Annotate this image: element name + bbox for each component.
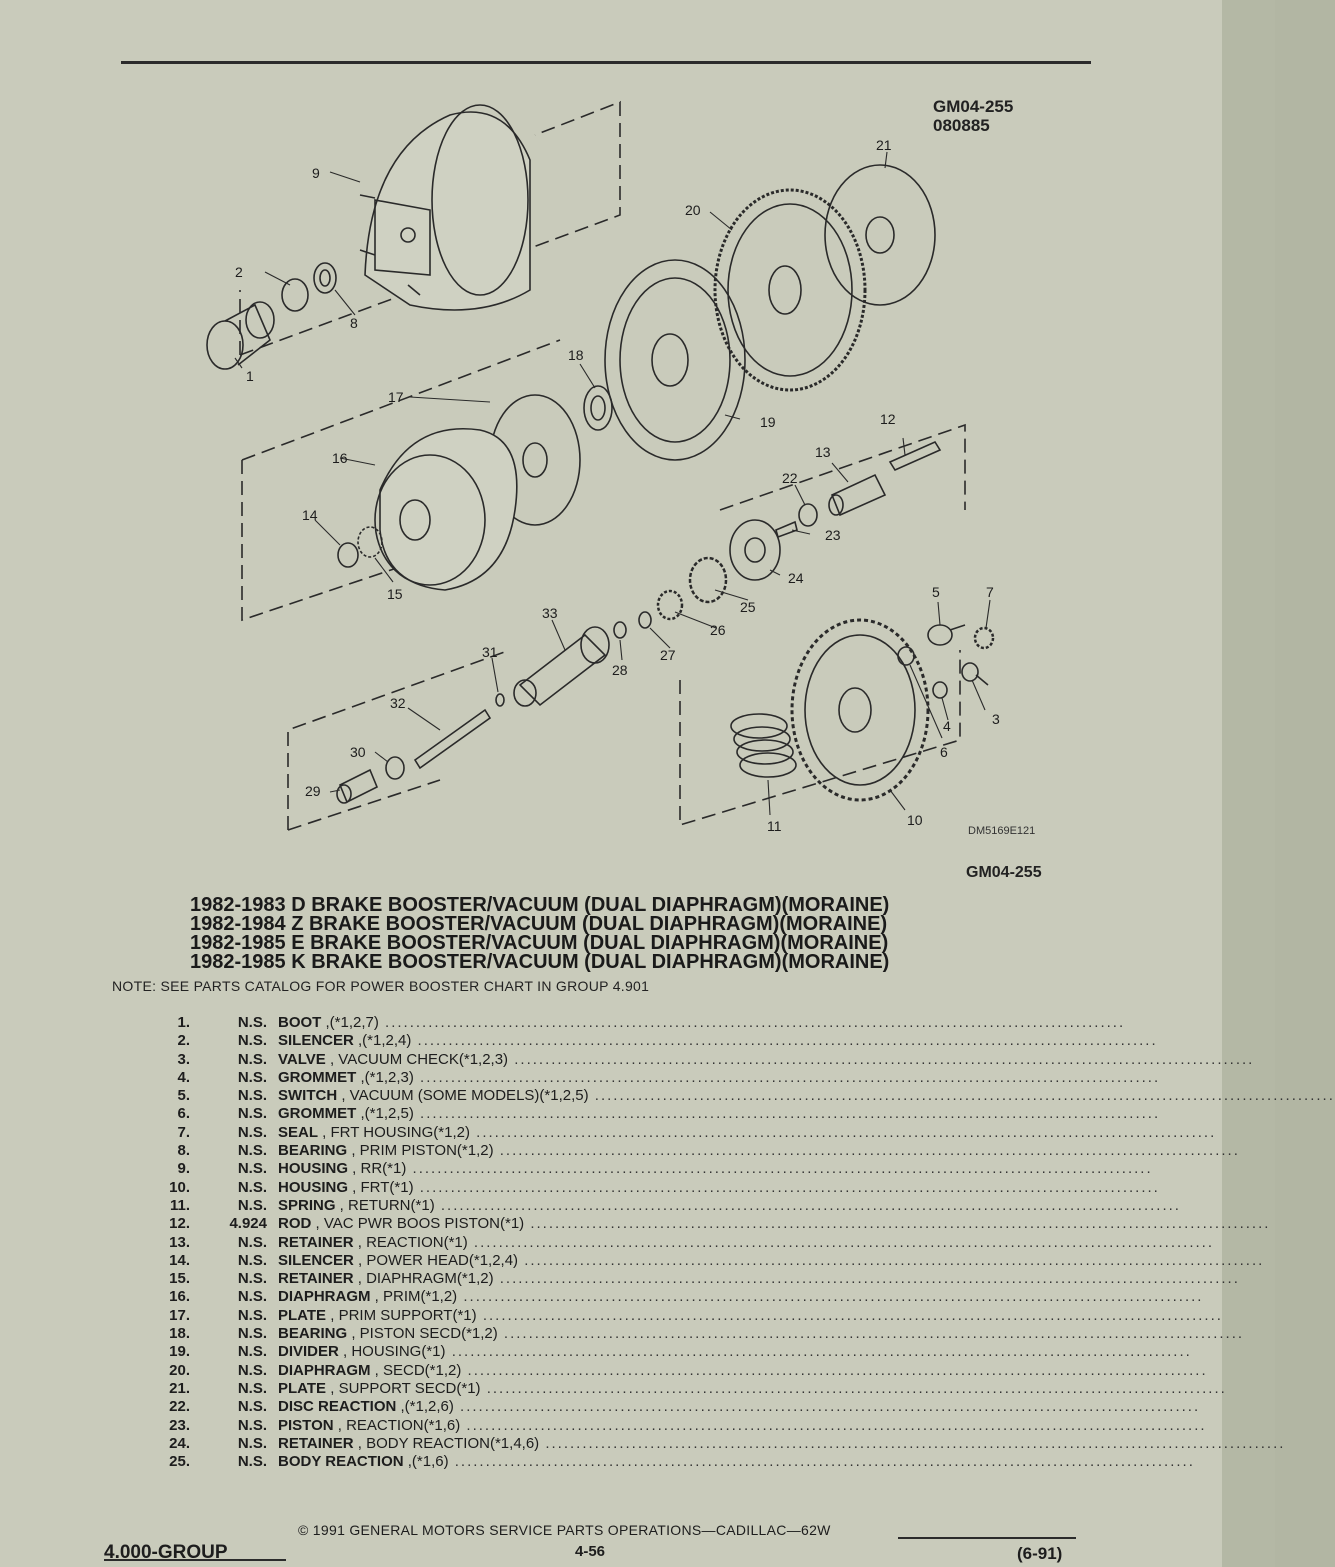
callout-33: 33: [542, 605, 558, 621]
part-group: N.S.: [237, 1233, 267, 1251]
part-row: [150, 1270, 1240, 1288]
lower-left-outline: [288, 650, 510, 830]
part-number: 24.: [169, 1434, 190, 1452]
part-detail: , BODY REACTION(*1,4,6): [353, 1434, 540, 1452]
part-description: [278, 1325, 1245, 1343]
part-group: N.S.: [237, 1178, 267, 1196]
part-number: 13.: [169, 1233, 190, 1251]
part-number: 25.: [169, 1453, 190, 1471]
model-title: 1982-1985 K BRAKE BOOSTER/VACUUM (DUAL DIAPHRAGM)(MORAINE): [190, 951, 890, 973]
part-description: [278, 1032, 1158, 1050]
part-row: [150, 1361, 1208, 1380]
model-titles: [190, 896, 889, 972]
part-detail: , VACUUM CHECK(*1,2,3): [325, 1050, 509, 1068]
part-row: [150, 1215, 1271, 1233]
reaction-retainer-drawing: [829, 475, 885, 515]
figure-code: GM04-255: [966, 864, 1042, 881]
part-number: 9.: [177, 1160, 190, 1178]
part-name: GROMMET: [278, 1105, 357, 1123]
part-detail: , PRIM SUPPORT(*1): [326, 1306, 477, 1324]
part-detail: ,(*1,6): [403, 1453, 449, 1471]
leader-dots: ........................................................................................................................: [461, 1361, 1208, 1379]
part-number: 10.: [169, 1178, 190, 1196]
part-description: [278, 1416, 1207, 1435]
part-detail: ,(*1,2,7): [321, 1014, 379, 1031]
part-group: N.S.: [237, 1050, 267, 1068]
part-name: SEAL: [278, 1123, 319, 1141]
part-description: [278, 1306, 1223, 1325]
part-group: N.S.: [237, 1123, 267, 1141]
leader-dots: ........................................................................................................................: [480, 1379, 1227, 1397]
callout-17: 17: [388, 389, 404, 405]
leader-dots: ........................................................................................................................: [413, 1068, 1161, 1086]
part-group: N.S.: [237, 1379, 267, 1397]
part-row: [150, 1087, 1335, 1105]
ref-code-secondary: 080885: [933, 116, 990, 135]
callout-31: 31: [482, 644, 498, 660]
part-group: N.S.: [237, 1306, 267, 1324]
callout-26: 26: [710, 622, 726, 638]
part-detail: , SUPPORT SECD(*1): [326, 1379, 481, 1397]
callout-19: 19: [760, 414, 776, 430]
part-description: [278, 1215, 1271, 1233]
part-group: N.S.: [237, 1361, 267, 1379]
callout-11: 11: [767, 818, 782, 834]
part-number: 19.: [169, 1343, 190, 1361]
part-detail: , PISTON SECD(*1,2): [347, 1325, 498, 1343]
part-group: N.S.: [237, 1398, 267, 1416]
valve-body-drawing: [514, 627, 609, 706]
push-rod-drawing: [415, 710, 490, 768]
callout-24: 24: [788, 570, 804, 586]
part-number: 8.: [177, 1142, 190, 1160]
model-title: 1982-1984 Z BRAKE BOOSTER/VACUUM (DUAL DIAPHRAGM)(MORAINE): [190, 913, 888, 935]
part-name: VALVE: [278, 1050, 326, 1068]
leader-dots: ........................................................................................................................: [460, 1416, 1207, 1434]
catalog-note: NOTE: SEE PARTS CATALOG FOR POWER BOOSTER CHART IN GROUP 4.901: [112, 978, 650, 994]
part-name: PISTON: [278, 1416, 334, 1434]
rear-housing-drawing: [360, 105, 530, 310]
leader-dots: ........................................................................................................................: [524, 1215, 1271, 1233]
part-group: N.S.: [237, 1142, 267, 1160]
part-detail: , FRT HOUSING(*1,2): [318, 1123, 470, 1141]
check-valve-drawing: [962, 663, 988, 685]
part-row: [150, 1306, 1223, 1325]
part-name: RETAINER: [278, 1434, 354, 1452]
part-name: SILENCER: [278, 1032, 354, 1050]
callout-21: 21: [876, 137, 892, 153]
part-number: 2.: [177, 1032, 190, 1050]
part-description: [278, 1123, 1217, 1142]
part-description: [278, 1196, 1181, 1215]
part-name: DIVIDER: [278, 1343, 339, 1361]
rod-drawing: [890, 442, 940, 470]
callout-20: 20: [685, 202, 701, 218]
part-name: SILENCER: [278, 1251, 354, 1269]
silencer-drawing: [282, 279, 308, 311]
callout-6: 6: [940, 744, 948, 760]
part-row: [150, 1343, 1192, 1361]
part-group: N.S.: [237, 1325, 267, 1343]
leader-dots: ........................................................................................................................: [518, 1251, 1265, 1269]
secondary-diaphragm-drawing: [715, 190, 865, 390]
part-group: N.S.: [237, 1014, 267, 1031]
part-name: GROMMET: [278, 1068, 357, 1086]
part-name: DIAPHRAGM: [278, 1288, 371, 1306]
part-group: N.S.: [237, 1453, 267, 1471]
part-number: 16.: [169, 1288, 190, 1306]
callout-13: 13: [815, 444, 831, 460]
leader-dots: ........................................................................................................................: [406, 1160, 1153, 1178]
leader-dots: ........................................................................................................................: [413, 1105, 1161, 1123]
part-number: 18.: [169, 1325, 190, 1343]
part-group: N.S.: [237, 1416, 267, 1434]
callout-10: 10: [907, 812, 923, 828]
part-group: N.S.: [237, 1032, 267, 1050]
part-group: 4.924: [229, 1215, 267, 1233]
part-detail: , DIAPHRAGM(*1,2): [353, 1270, 494, 1288]
part-description: [278, 1398, 1201, 1416]
part-number: 12.: [169, 1215, 190, 1233]
part-row: [150, 1251, 1265, 1270]
leader-dots: ........................................................................................................................: [445, 1343, 1192, 1361]
part-description: [278, 1014, 1126, 1032]
part-number: 14.: [169, 1251, 190, 1269]
part-name: RETAINER: [278, 1233, 354, 1251]
part-number: 20.: [169, 1361, 190, 1379]
callout-2: 2: [235, 264, 243, 280]
part-description: [278, 1068, 1161, 1087]
part-row: [150, 1434, 1286, 1453]
part-number: 3.: [177, 1050, 190, 1068]
part-number: 23.: [169, 1416, 190, 1434]
part-description: [278, 1343, 1192, 1361]
support-plate-secondary-drawing: [825, 165, 935, 305]
callout-30: 30: [350, 744, 366, 760]
part-description: [278, 1105, 1161, 1123]
ref-code-primary: GM04-255: [933, 97, 1014, 116]
leader-dots: ........................................................................................................................: [467, 1233, 1215, 1251]
leader-dots: ........................................................................................................................: [476, 1306, 1223, 1324]
callout-23: 23: [825, 527, 841, 543]
cap-drawing: [337, 770, 377, 803]
part-detail: ,(*1,2,6): [396, 1398, 454, 1416]
callout-4: 4: [943, 718, 951, 734]
return-spring-drawing: [731, 714, 796, 777]
part-name: SPRING: [278, 1196, 336, 1214]
part-row: [150, 1050, 1255, 1069]
callout-29: 29: [305, 783, 321, 799]
part-row: [150, 1196, 1181, 1215]
body-reaction-drawing: [690, 558, 726, 602]
part-description: [278, 1251, 1265, 1270]
part-description: [278, 1379, 1227, 1398]
bearing-drawing: [314, 263, 336, 293]
part-number: 7.: [177, 1123, 190, 1141]
revision-date: (6-91): [1017, 1544, 1063, 1563]
group-label: 4.000-GROUP: [104, 1542, 228, 1563]
part-detail: ,(*1,2,5): [356, 1105, 414, 1123]
part-number: 6.: [177, 1105, 190, 1123]
part-group: N.S.: [237, 1288, 267, 1306]
callout-7: 7: [986, 584, 994, 600]
model-title: 1982-1983 D BRAKE BOOSTER/VACUUM (DUAL DIAPHRAGM)(MORAINE): [190, 894, 890, 916]
part-group: N.S.: [237, 1251, 267, 1269]
reaction-piston-drawing: [776, 522, 797, 537]
top-rule: [121, 61, 1091, 64]
leader-dots: ........................................................................................................................: [378, 1014, 1126, 1031]
part-detail: , PRIM(*1,2): [370, 1288, 458, 1306]
seal-front-housing-drawing: [975, 628, 993, 648]
part-group: N.S.: [237, 1343, 267, 1361]
part-name: PLATE: [278, 1379, 327, 1397]
callout-3: 3: [992, 711, 1000, 727]
part-row: [150, 1453, 1195, 1471]
part-description: [278, 1270, 1240, 1288]
piston-bearing-drawing: [584, 386, 612, 430]
copyright-line: © 1991 GENERAL MOTORS SERVICE PARTS OPERATIONS—CADILLAC—62W: [298, 1522, 831, 1538]
callout-8: 8: [350, 315, 358, 331]
part-description: [278, 1233, 1215, 1252]
leader-dots: ........................................................................................................................: [493, 1270, 1240, 1288]
part-detail: , REACTION(*1,6): [333, 1416, 461, 1434]
callout-28: 28: [612, 662, 628, 678]
part-row: [150, 1325, 1245, 1343]
leader-dots: ........................................................................................................................: [497, 1325, 1245, 1343]
callout-5: 5: [932, 584, 940, 600]
part-row: [150, 1032, 1158, 1050]
part-group: N.S.: [237, 1270, 267, 1288]
leader-dots: ........................................................................................................................: [457, 1288, 1204, 1306]
part-description: [278, 1361, 1208, 1380]
grommet-valve-drawing: [933, 682, 947, 698]
seal-drawing: [386, 757, 404, 779]
part-detail: , FRT(*1): [348, 1178, 414, 1196]
part-description: [278, 1288, 1204, 1306]
part-group: N.S.: [237, 1196, 267, 1214]
lower-right-outline: [680, 650, 960, 825]
part-detail: , SECD(*1,2): [370, 1361, 462, 1379]
part-row: [150, 1123, 1217, 1142]
part-name: BEARING: [278, 1142, 348, 1160]
part-row: [150, 1160, 1153, 1178]
part-number: 15.: [169, 1270, 190, 1288]
part-row: [150, 1379, 1227, 1398]
footer-rule-right: [898, 1537, 1076, 1539]
boot-drawing: [207, 302, 274, 369]
part-row: [150, 1233, 1215, 1252]
part-row: [150, 1288, 1204, 1306]
parts-list: [150, 1014, 1335, 1471]
part-description: [278, 1178, 1160, 1197]
part-detail: , PRIM PISTON(*1,2): [347, 1142, 494, 1160]
leader-dots: ........................................................................................................................: [413, 1178, 1160, 1196]
part-number: 4.: [177, 1068, 190, 1086]
part-name: SWITCH: [278, 1087, 338, 1105]
leader-dots: ........................................................................................................................: [588, 1087, 1335, 1105]
part-detail: , VAC PWR BOOS PISTON(*1): [311, 1215, 525, 1233]
part-name: DIAPHRAGM: [278, 1361, 371, 1379]
callout-18: 18: [568, 347, 584, 363]
grommet-switch-drawing: [898, 647, 914, 665]
part-number: 21.: [169, 1379, 190, 1397]
part-group: N.S.: [237, 1434, 267, 1452]
part-name: ROD: [278, 1215, 312, 1233]
part-name: RETAINER: [278, 1270, 354, 1288]
part-row: [150, 1398, 1201, 1416]
part-row: [150, 1068, 1161, 1087]
callout-9: 9: [312, 165, 320, 181]
part-name: HOUSING: [278, 1160, 349, 1178]
exploded-view-diagram: [180, 90, 1080, 850]
part-detail: ,(*1,2,3): [356, 1068, 414, 1086]
part-row: [150, 1142, 1240, 1160]
callout-25: 25: [740, 599, 756, 615]
part-name: PLATE: [278, 1306, 327, 1324]
part-number: 17.: [169, 1306, 190, 1324]
divider-housing-drawing: [605, 260, 745, 460]
primary-diaphragm-drawing: [375, 429, 517, 590]
part-detail: , HOUSING(*1): [338, 1343, 446, 1361]
power-head-silencer-drawing: [338, 543, 358, 567]
leader-dots: ........................................................................................................................: [453, 1398, 1201, 1416]
part-name: BEARING: [278, 1325, 348, 1343]
gear-drawing: [658, 591, 682, 619]
part-group: N.S.: [237, 1105, 267, 1123]
callout-14: 14: [302, 507, 318, 523]
part-name: BOOT: [278, 1014, 322, 1031]
leader-dots: ........................................................................................................................: [508, 1050, 1255, 1068]
leader-dots: ........................................................................................................................: [539, 1434, 1286, 1452]
part-detail: ,(*1,2,4): [353, 1032, 412, 1050]
callout-16: 16: [332, 450, 348, 466]
part-detail: , REACTION(*1): [353, 1233, 468, 1251]
part-description: [278, 1160, 1153, 1178]
part-number: 11.: [169, 1196, 190, 1214]
part-number: 1.: [177, 1014, 190, 1031]
part-description: [278, 1434, 1286, 1453]
callout-15: 15: [387, 586, 403, 602]
callout-27: 27: [660, 647, 676, 663]
part-description: [278, 1142, 1240, 1160]
right-group-outline: [720, 425, 965, 510]
part-name: BODY REACTION: [278, 1453, 404, 1471]
part-description: [278, 1453, 1195, 1471]
part-detail: , RR(*1): [348, 1160, 407, 1178]
drawing-code: DM5169E121: [968, 825, 1036, 837]
part-number: 22.: [169, 1398, 190, 1416]
part-number: 5.: [177, 1087, 190, 1105]
part-description: [278, 1050, 1255, 1069]
part-row: [150, 1014, 1126, 1032]
vacuum-switch-drawing: [928, 625, 965, 645]
callout-22: 22: [782, 470, 798, 486]
callout-1: 1: [246, 368, 254, 384]
part-detail: , RETURN(*1): [335, 1196, 435, 1214]
part-description: [278, 1087, 1335, 1105]
leader-dots: ........................................................................................................................: [493, 1142, 1240, 1160]
callout-32: 32: [390, 695, 406, 711]
model-title: 1982-1985 E BRAKE BOOSTER/VACUUM (DUAL DIAPHRAGM)(MORAINE): [190, 932, 889, 954]
part-row: [150, 1178, 1160, 1197]
part-detail: , VACUUM (SOME MODELS)(*1,2,5): [337, 1087, 589, 1105]
part-group: N.S.: [237, 1068, 267, 1086]
part-row: [150, 1416, 1207, 1435]
part-row: [150, 1105, 1161, 1123]
part-name: DISC REACTION: [278, 1398, 397, 1416]
part-group: N.S.: [237, 1160, 267, 1178]
leader-dots: ........................................................................................................................: [411, 1032, 1158, 1050]
page-number: 4-56: [575, 1543, 606, 1560]
part-detail: , POWER HEAD(*1,2,4): [353, 1251, 519, 1269]
part-group: N.S.: [237, 1087, 267, 1105]
leader-dots: ........................................................................................................................: [448, 1453, 1195, 1471]
callout-12: 12: [880, 411, 896, 427]
part-name: HOUSING: [278, 1178, 349, 1196]
reaction-disc-drawing: [799, 504, 817, 526]
leader-dots: ........................................................................................................................: [470, 1123, 1217, 1141]
leader-dots: ........................................................................................................................: [434, 1196, 1181, 1214]
